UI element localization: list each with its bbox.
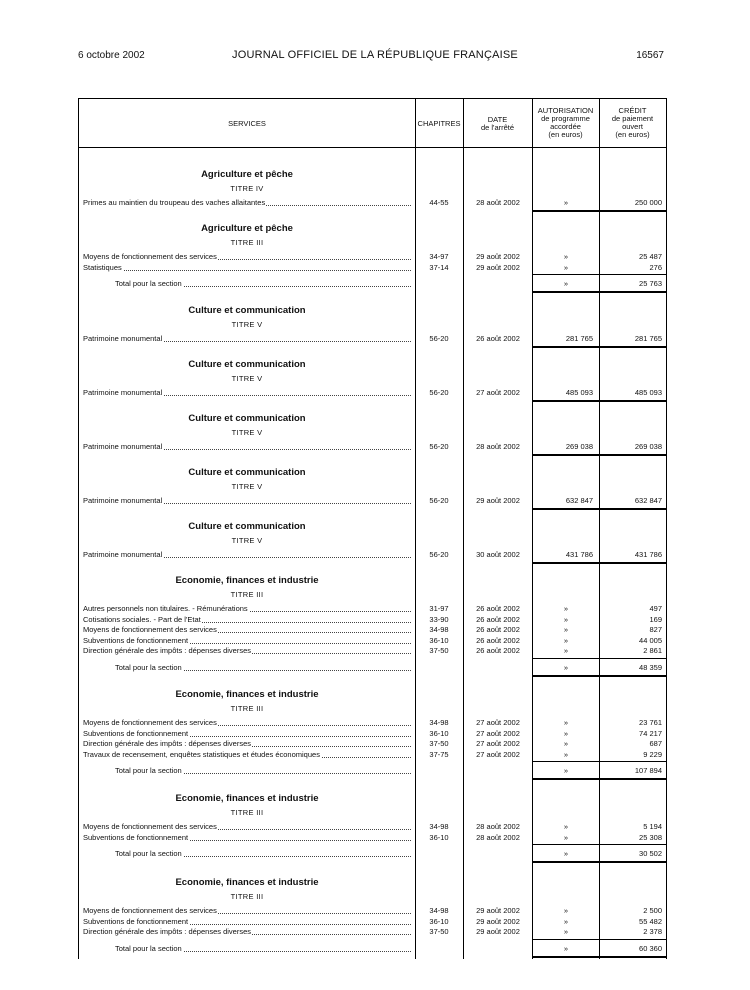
row-credit: 827 bbox=[649, 625, 662, 634]
row-date: 29 août 2002 bbox=[476, 262, 520, 272]
total-label bbox=[115, 279, 411, 289]
row-label-text: Subventions de fonctionnement bbox=[83, 635, 189, 645]
total-autorisation: » bbox=[563, 766, 569, 775]
table-row bbox=[79, 906, 666, 916]
section-title: Economie, finances et industrie bbox=[175, 793, 319, 804]
col-header-services: SERVICES bbox=[228, 119, 266, 128]
section-titre: TITRE III bbox=[230, 590, 264, 599]
section-titre: TITRE V bbox=[231, 320, 263, 329]
amount-rule bbox=[532, 454, 666, 456]
total-rule bbox=[532, 778, 666, 780]
table-row bbox=[79, 729, 666, 739]
row-credit: 23 761 bbox=[639, 718, 662, 727]
table-row bbox=[79, 388, 666, 398]
total-label bbox=[115, 663, 411, 673]
table-row bbox=[79, 739, 666, 749]
row-label-text: Statistiques bbox=[83, 262, 122, 272]
col-header-aut-line: de programme bbox=[541, 114, 590, 123]
row-date: 28 août 2002 bbox=[476, 442, 520, 451]
row-label-text: Direction générale des impôts : dépenses diverses bbox=[83, 739, 252, 748]
row-label-text: Direction générale des impôts : dépenses diverses bbox=[83, 646, 252, 655]
row-date: 28 août 2002 bbox=[476, 198, 520, 207]
row-chapitre: 37-50 bbox=[429, 927, 449, 936]
table-row bbox=[79, 917, 666, 927]
row-chapitre: 34-98 bbox=[429, 822, 449, 831]
row-credit: 276 bbox=[649, 262, 662, 272]
row-label bbox=[83, 604, 411, 614]
total-label bbox=[115, 766, 411, 776]
row-autorisation: » bbox=[563, 916, 569, 926]
row-autorisation: » bbox=[563, 604, 569, 613]
amount-rule bbox=[532, 844, 666, 845]
row-chapitre: 36-10 bbox=[429, 916, 449, 926]
section-titre: TITRE V bbox=[231, 482, 263, 491]
row-chapitre: 33-90 bbox=[429, 614, 449, 624]
row-chapitre: 37-50 bbox=[429, 739, 449, 748]
section-title: Agriculture et pêche bbox=[201, 223, 293, 234]
col-header-autorisation bbox=[532, 107, 599, 139]
row-chapitre: 36-10 bbox=[429, 635, 449, 645]
row-label-text: Moyens de fonctionnement des services bbox=[83, 822, 217, 831]
total-rule bbox=[532, 675, 666, 677]
amount-rule bbox=[532, 274, 666, 275]
row-chapitre: 56-20 bbox=[429, 388, 449, 397]
total-credit: 48 359 bbox=[639, 662, 662, 672]
row-chapitre: 36-10 bbox=[429, 832, 449, 842]
row-label bbox=[83, 636, 411, 646]
row-date: 27 août 2002 bbox=[476, 728, 520, 738]
row-label-text: Travaux de recensement, enquêtes statistiques et études économiques bbox=[83, 749, 320, 759]
row-label bbox=[83, 646, 411, 656]
row-autorisation: » bbox=[563, 198, 569, 207]
table-row bbox=[79, 198, 666, 208]
row-credit: 632 847 bbox=[634, 496, 662, 505]
section-title: Economie, finances et industrie bbox=[175, 689, 319, 700]
table-row bbox=[79, 604, 666, 614]
total-label-text: Total pour la section bbox=[115, 943, 182, 953]
row-autorisation: » bbox=[563, 906, 569, 915]
col-header-credit bbox=[599, 107, 666, 139]
col-header-date bbox=[463, 116, 532, 132]
row-chapitre: 34-98 bbox=[429, 718, 449, 727]
row-date: 26 août 2002 bbox=[476, 614, 520, 624]
row-label-text: Patrimoine monumental bbox=[83, 496, 163, 505]
row-date: 27 août 2002 bbox=[476, 388, 520, 397]
row-label bbox=[83, 198, 411, 208]
row-credit: 497 bbox=[649, 604, 662, 613]
row-date: 29 août 2002 bbox=[476, 927, 520, 936]
col-header-chapitres: CHAPITRES bbox=[417, 119, 461, 128]
row-credit: 485 093 bbox=[634, 388, 662, 397]
row-date: 30 août 2002 bbox=[476, 550, 520, 559]
row-label bbox=[83, 550, 411, 560]
total-credit: 25 763 bbox=[639, 279, 662, 288]
amount-rule bbox=[532, 658, 666, 659]
total-credit: 30 502 bbox=[639, 849, 662, 858]
row-credit: 687 bbox=[649, 739, 662, 748]
row-label-text: Moyens de fonctionnement des services bbox=[83, 718, 217, 727]
row-credit: 169 bbox=[649, 614, 662, 624]
row-label bbox=[83, 263, 411, 273]
row-chapitre: 56-20 bbox=[429, 550, 449, 559]
section-titre: TITRE V bbox=[231, 536, 263, 545]
row-chapitre: 56-20 bbox=[429, 496, 449, 505]
col-header-date-line: DATE bbox=[487, 115, 508, 124]
row-label bbox=[83, 718, 411, 728]
table-row bbox=[79, 636, 666, 646]
row-autorisation: » bbox=[563, 749, 569, 759]
section-title: Culture et communication bbox=[188, 413, 306, 424]
row-date: 27 août 2002 bbox=[476, 739, 520, 748]
row-label bbox=[83, 615, 411, 625]
total-row bbox=[79, 663, 666, 673]
total-label-text: Total pour la section bbox=[115, 662, 182, 672]
row-autorisation: 485 093 bbox=[565, 388, 593, 397]
total-label-text: Total pour la section bbox=[115, 849, 182, 858]
section-title: Culture et communication bbox=[188, 359, 306, 370]
section-title: Culture et communication bbox=[188, 521, 306, 532]
row-label bbox=[83, 833, 411, 843]
row-credit: 2 861 bbox=[643, 646, 662, 655]
row-label-text: Patrimoine monumental bbox=[83, 334, 163, 343]
row-date: 29 août 2002 bbox=[476, 916, 520, 926]
col-header-cred-line: (en euros) bbox=[615, 130, 650, 139]
row-date: 26 août 2002 bbox=[476, 625, 520, 634]
amount-rule bbox=[532, 210, 666, 212]
credits-table bbox=[78, 98, 667, 959]
row-date: 28 août 2002 bbox=[476, 832, 520, 842]
total-autorisation: » bbox=[563, 662, 569, 672]
table-row bbox=[79, 615, 666, 625]
total-rule bbox=[532, 291, 666, 293]
total-row bbox=[79, 279, 666, 289]
row-date: 27 août 2002 bbox=[476, 749, 520, 759]
table-row bbox=[79, 496, 666, 506]
row-chapitre: 34-98 bbox=[429, 906, 449, 915]
total-label bbox=[115, 849, 411, 859]
row-chapitre: 34-97 bbox=[429, 252, 449, 261]
row-credit: 9 229 bbox=[643, 749, 662, 759]
row-chapitre: 44-55 bbox=[429, 198, 449, 207]
row-chapitre: 37-75 bbox=[429, 749, 449, 759]
row-credit: 5 194 bbox=[643, 822, 662, 831]
section-title: Economie, finances et industrie bbox=[175, 575, 319, 586]
row-date: 29 août 2002 bbox=[476, 906, 520, 915]
col-header-aut-line: AUTORISATION bbox=[537, 106, 594, 115]
row-label-text: Primes au maintien du troupeau des vaches allaitantes bbox=[83, 198, 266, 207]
row-label-text: Subventions de fonctionnement bbox=[83, 728, 189, 738]
col-header-cred-line: ouvert bbox=[622, 122, 643, 131]
row-label bbox=[83, 750, 411, 760]
row-autorisation: 431 786 bbox=[565, 550, 593, 559]
col-header-cred-line: de paiement bbox=[611, 114, 654, 123]
row-date: 29 août 2002 bbox=[476, 496, 520, 505]
amount-rule bbox=[532, 346, 666, 348]
row-chapitre: 56-20 bbox=[429, 442, 449, 451]
row-date: 29 août 2002 bbox=[476, 252, 520, 261]
total-credit: 60 360 bbox=[639, 943, 662, 953]
row-label-text: Moyens de fonctionnement des services bbox=[83, 906, 217, 915]
section-title: Culture et communication bbox=[188, 467, 306, 478]
row-credit: 269 038 bbox=[634, 442, 662, 451]
table-row bbox=[79, 334, 666, 344]
section-title: Economie, finances et industrie bbox=[175, 877, 319, 888]
total-rule bbox=[532, 861, 666, 863]
row-credit: 431 786 bbox=[634, 550, 662, 559]
row-label-text: Patrimoine monumental bbox=[83, 388, 163, 397]
section-titre: TITRE III bbox=[230, 704, 264, 713]
col-header-aut-line: (en euros) bbox=[548, 130, 583, 139]
total-credit: 107 894 bbox=[634, 766, 662, 775]
section-titre: TITRE III bbox=[230, 892, 264, 901]
row-label bbox=[83, 917, 411, 927]
section-titre: TITRE III bbox=[230, 238, 264, 247]
row-label bbox=[83, 822, 411, 832]
row-label-text: Cotisations sociales. - Part de l'Etat bbox=[83, 614, 201, 624]
row-autorisation: » bbox=[563, 625, 569, 634]
row-autorisation: » bbox=[563, 728, 569, 738]
row-credit: 44 005 bbox=[639, 635, 662, 645]
row-date: 27 août 2002 bbox=[476, 718, 520, 727]
row-label-text: Moyens de fonctionnement des services bbox=[83, 625, 217, 634]
total-label-text: Total pour la section bbox=[115, 766, 182, 775]
row-label-text: Moyens de fonctionnement des services bbox=[83, 252, 217, 261]
row-chapitre: 37-50 bbox=[429, 646, 449, 655]
row-chapitre: 31-97 bbox=[429, 604, 449, 613]
col-header-cred-line: CRÉDIT bbox=[618, 106, 647, 115]
row-label-text: Patrimoine monumental bbox=[83, 442, 163, 451]
section-title: Agriculture et pêche bbox=[201, 169, 293, 180]
total-row bbox=[79, 766, 666, 776]
table-row bbox=[79, 718, 666, 728]
total-row bbox=[79, 849, 666, 859]
total-rule bbox=[532, 956, 666, 958]
row-credit: 25 487 bbox=[639, 252, 662, 261]
row-label bbox=[83, 906, 411, 916]
row-label bbox=[83, 496, 411, 506]
section-titre: TITRE V bbox=[231, 374, 263, 383]
amount-rule bbox=[532, 939, 666, 940]
row-label bbox=[83, 334, 411, 344]
amount-rule bbox=[532, 400, 666, 402]
row-autorisation: 281 765 bbox=[565, 334, 593, 343]
row-autorisation: » bbox=[563, 635, 569, 645]
row-credit: 74 217 bbox=[639, 728, 662, 738]
row-chapitre: 36-10 bbox=[429, 728, 449, 738]
row-label bbox=[83, 388, 411, 398]
row-autorisation: » bbox=[563, 822, 569, 831]
table-row bbox=[79, 646, 666, 656]
row-label-text: Direction générale des impôts : dépenses diverses bbox=[83, 927, 252, 936]
row-autorisation: » bbox=[563, 718, 569, 727]
row-autorisation: » bbox=[563, 262, 569, 272]
row-label bbox=[83, 625, 411, 635]
table-row bbox=[79, 833, 666, 843]
journal-title: JOURNAL OFFICIEL DE LA RÉPUBLIQUE FRANÇAISE bbox=[232, 49, 518, 61]
row-label-text: Subventions de fonctionnement bbox=[83, 832, 189, 842]
row-autorisation: 269 038 bbox=[565, 442, 593, 451]
col-header-date-line: de l'arrêté bbox=[480, 123, 515, 132]
table-row bbox=[79, 442, 666, 452]
row-credit: 55 482 bbox=[639, 916, 662, 926]
table-row bbox=[79, 550, 666, 560]
row-credit: 2 500 bbox=[643, 906, 662, 915]
table-row bbox=[79, 263, 666, 273]
row-credit: 281 765 bbox=[634, 334, 662, 343]
total-autorisation: » bbox=[563, 943, 569, 953]
amount-rule bbox=[532, 508, 666, 510]
total-row bbox=[79, 944, 666, 954]
row-credit: 250 000 bbox=[634, 198, 662, 207]
total-label bbox=[115, 944, 411, 954]
row-date: 28 août 2002 bbox=[476, 822, 520, 831]
row-autorisation: » bbox=[563, 614, 569, 624]
row-chapitre: 56-20 bbox=[429, 334, 449, 343]
total-autorisation: » bbox=[563, 279, 569, 288]
section-titre: TITRE III bbox=[230, 808, 264, 817]
row-credit: 2 378 bbox=[643, 927, 662, 936]
row-date: 26 août 2002 bbox=[476, 646, 520, 655]
row-autorisation: » bbox=[563, 927, 569, 936]
amount-rule bbox=[532, 761, 666, 762]
table-row bbox=[79, 750, 666, 760]
section-titre: TITRE V bbox=[231, 428, 263, 437]
row-autorisation: 632 847 bbox=[565, 496, 593, 505]
table-row bbox=[79, 252, 666, 262]
row-label-text: Autres personnels non titulaires. - Rémunérations bbox=[83, 604, 248, 613]
row-date: 26 août 2002 bbox=[476, 635, 520, 645]
row-chapitre: 34-98 bbox=[429, 625, 449, 634]
table-row bbox=[79, 927, 666, 937]
row-label bbox=[83, 729, 411, 739]
row-chapitre: 37-14 bbox=[429, 262, 449, 272]
row-label-text: Patrimoine monumental bbox=[83, 550, 163, 559]
col-header-aut-line: accordée bbox=[550, 122, 581, 131]
row-date: 26 août 2002 bbox=[476, 604, 520, 613]
table-row bbox=[79, 822, 666, 832]
page-number: 16567 bbox=[636, 50, 664, 61]
page-date: 6 octobre 2002 bbox=[78, 50, 145, 61]
row-autorisation: » bbox=[563, 252, 569, 261]
table-row bbox=[79, 625, 666, 635]
row-label bbox=[83, 252, 411, 262]
row-autorisation: » bbox=[563, 739, 569, 748]
row-label-text: Subventions de fonctionnement bbox=[83, 916, 189, 926]
total-autorisation: » bbox=[563, 849, 569, 858]
row-autorisation: » bbox=[563, 832, 569, 842]
header-divider bbox=[79, 147, 666, 148]
section-title: Culture et communication bbox=[188, 305, 306, 316]
row-label bbox=[83, 739, 411, 749]
row-credit: 25 308 bbox=[639, 832, 662, 842]
row-label bbox=[83, 442, 411, 452]
row-label bbox=[83, 927, 411, 937]
total-label-text: Total pour la section bbox=[115, 279, 182, 288]
row-autorisation: » bbox=[563, 646, 569, 655]
row-date: 26 août 2002 bbox=[476, 334, 520, 343]
section-titre: TITRE IV bbox=[230, 184, 264, 193]
amount-rule bbox=[532, 562, 666, 564]
